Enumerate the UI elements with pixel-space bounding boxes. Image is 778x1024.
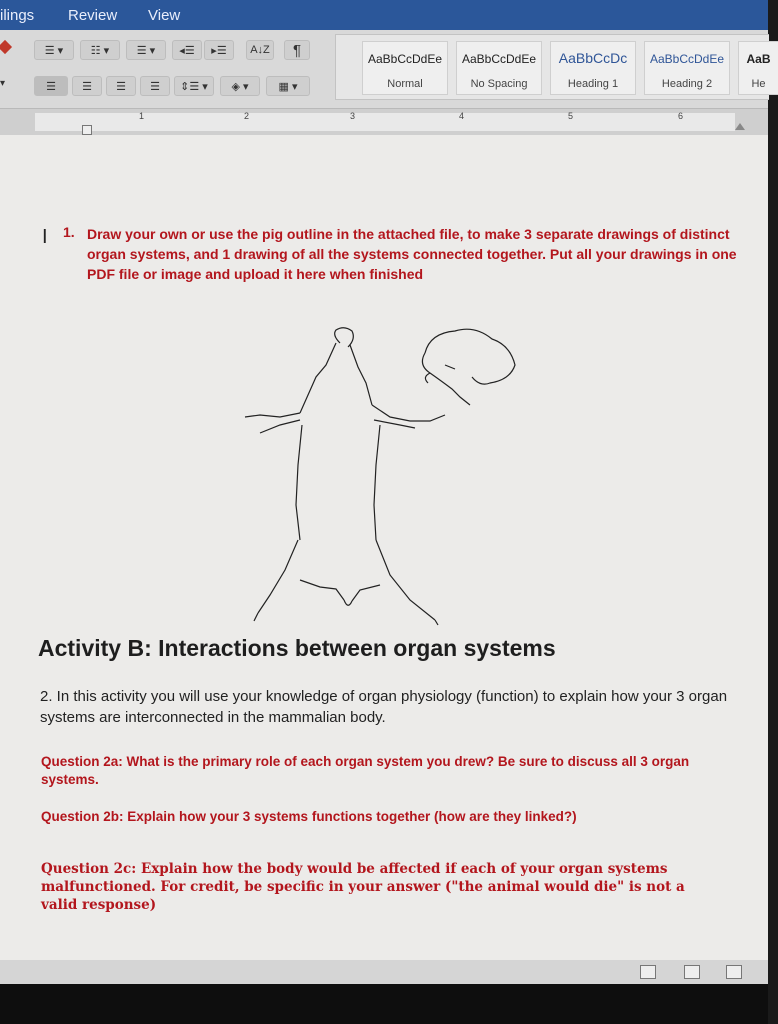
ruler-number: 6 [678, 111, 684, 121]
pig-outline-drawing [240, 325, 540, 645]
question-1-number: 1. [63, 224, 75, 240]
tab-mailings[interactable]: ilings [0, 7, 35, 24]
ruler-number: 1 [139, 111, 145, 121]
highlighter-icon[interactable] [0, 40, 12, 54]
print-layout-view-icon[interactable] [640, 965, 656, 979]
menu-bar [0, 0, 768, 30]
ribbon [0, 30, 771, 109]
borders-button[interactable]: ▦ ▾ [266, 76, 310, 96]
align-right-button[interactable]: ☰ [106, 76, 136, 96]
tab-view[interactable]: View [148, 7, 181, 24]
outline-view-icon[interactable] [726, 965, 742, 979]
right-indent-marker[interactable] [735, 123, 745, 130]
ruler-number: 3 [350, 111, 356, 121]
styles-gallery [335, 34, 769, 100]
sort-button[interactable]: A↓Z [246, 40, 274, 60]
ruler[interactable] [0, 109, 768, 135]
activity-heading: Activity B: Interactions between organ systems [38, 635, 556, 661]
ruler-number: 4 [459, 111, 465, 121]
question-1-text: Draw your own or use the pig outline in the attached file, to make 3 separate drawings of distinct organ systems, and 1 drawing of all the systems connected together. Put all your drawings in one PDF file or image and upload it here when finished [87, 226, 737, 282]
question-2b: Question 2b: Explain how your 3 systems functions together (how are they linked?) [41, 809, 577, 824]
align-left-button[interactable]: ☰ [34, 76, 68, 96]
paragraph-2: 2. In this activity you will use your knowledge of organ physiology (function) to explain how your 3 organ systems are interconnected in the mammalian body. [40, 688, 728, 726]
question-2a: Question 2a: What is the primary role of each organ system you drew? Be sure to discuss all 3 organ systems. [41, 754, 690, 787]
indent-marker[interactable] [82, 125, 92, 135]
screen-bezel [0, 984, 768, 1024]
line-spacing-button[interactable]: ⇕☰ ▾ [174, 76, 214, 96]
increase-indent-button[interactable]: ▸☰ [204, 40, 234, 60]
web-layout-view-icon[interactable] [684, 965, 700, 979]
chevron-down-icon[interactable]: ▾ [0, 78, 6, 89]
document-page[interactable] [0, 135, 768, 960]
style-normal[interactable]: AaBbCcDdEe Normal [362, 41, 448, 95]
align-center-button[interactable]: ☰ [72, 76, 102, 96]
pilcrow-button[interactable]: ¶ [284, 40, 310, 60]
justify-button[interactable]: ☰ [140, 76, 170, 96]
ruler-number: 5 [568, 111, 574, 121]
style-heading-1[interactable]: AaBbCcDc Heading 1 [550, 41, 636, 95]
text-cursor-icon: I [42, 226, 48, 248]
style-no-spacing[interactable]: AaBbCcDdEe No Spacing [456, 41, 542, 95]
decrease-indent-button[interactable]: ◂☰ [172, 40, 202, 60]
ruler-number: 2 [244, 111, 250, 121]
numbering-button[interactable]: ☷ ▾ [80, 40, 120, 60]
multilevel-list-button[interactable]: ☰ ▾ [126, 40, 166, 60]
shading-button[interactable]: ◈ ▾ [220, 76, 260, 96]
tab-review[interactable]: Review [68, 7, 118, 24]
style-heading-partial[interactable]: AaB He [738, 41, 778, 95]
style-heading-2[interactable]: AaBbCcDdEe Heading 2 [644, 41, 730, 95]
bullets-button[interactable]: ☰ ▾ [34, 40, 74, 60]
question-2c: Question 2c: Explain how the body would be affected if each of your organ systems malfunctioned. For credit, be specific in your answer ("the animal would die" is not a valid response) [41, 861, 685, 913]
